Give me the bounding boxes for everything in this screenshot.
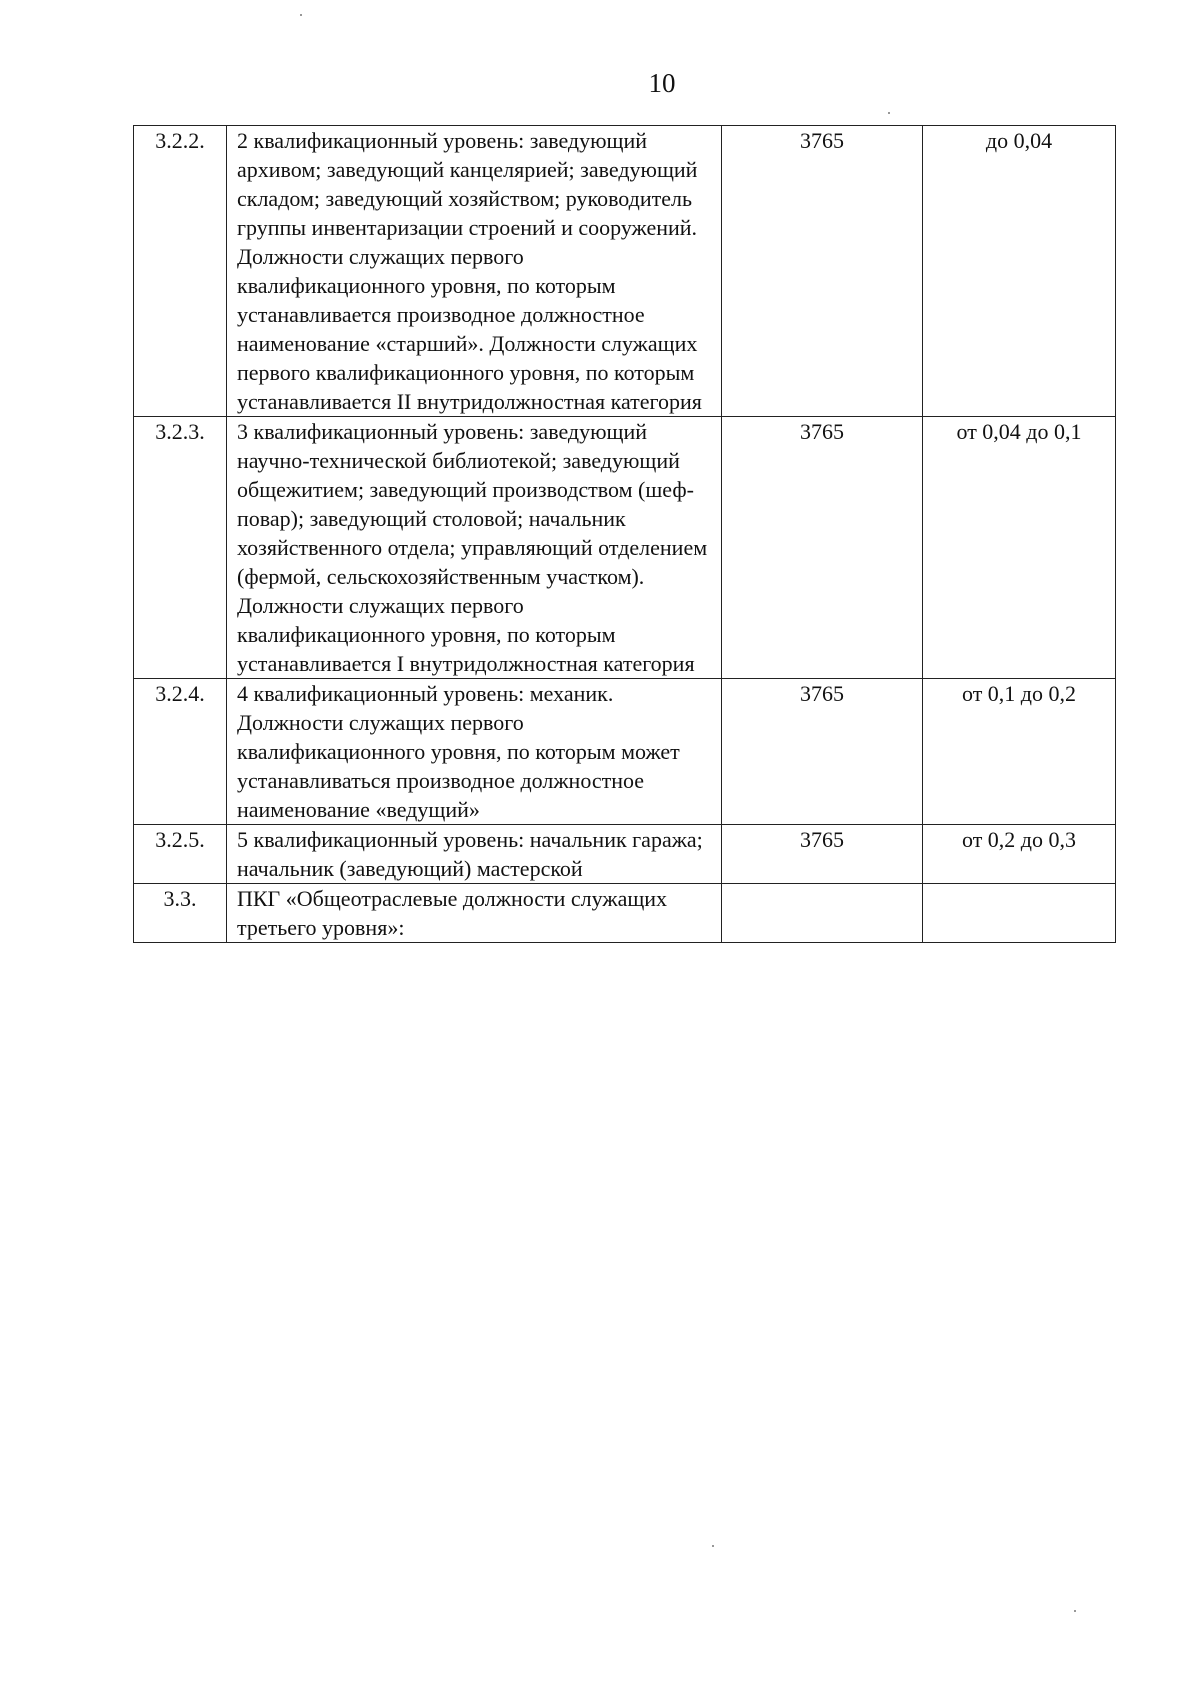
row-number: 3.2.5. [134, 825, 227, 884]
row-description: 5 квалификационный уровень: начальник гаража; начальник (заведующий) мастерской [227, 825, 722, 884]
row-base-salary: 3765 [722, 825, 923, 884]
scan-speck [712, 1545, 714, 1547]
table-row [134, 825, 1116, 884]
table-row [134, 417, 1116, 679]
salary-table [133, 125, 1116, 943]
row-coefficient [923, 884, 1116, 943]
row-description: ПКГ «Общеотраслевые должности служащих третьего уровня»: [227, 884, 722, 943]
table-row [134, 679, 1116, 825]
page-number: 10 [648, 68, 676, 98]
row-description: 4 квалификационный уровень: механик. Должности служащих первого квалификационного уровня, по которым может устанавливаться производное должностное наименование «ведущий» [227, 679, 722, 825]
row-description: 2 квалификационный уровень: заведующий архивом; заведующий канцелярией; заведующий складом; заведующий хозяйством; руководитель группы инвентаризации строений и сооружений. Должности служащих первого квалификационного уровня, по которым устанавливается производное должностное наименование «старший». Должности служащих первого квалификационного уровня, по которым устанавливается II внутридолжностная категория [227, 126, 722, 417]
row-number: 3.2.3. [134, 417, 227, 679]
row-coefficient: от 0,04 до 0,1 [923, 417, 1116, 679]
row-base-salary: 3765 [722, 679, 923, 825]
table-row [134, 884, 1116, 943]
table-row [134, 126, 1116, 417]
scan-speck [300, 14, 302, 16]
scan-speck [888, 112, 890, 114]
row-base-salary: 3765 [722, 126, 923, 417]
scan-speck [1074, 1610, 1076, 1612]
row-description: 3 квалификационный уровень: заведующий научно-технической библиотекой; заведующий общежитием; заведующий производством (шеф-повар); заведующий столовой; начальник хозяйственного отдела; управляющий отделением (фермой, сельскохозяйственным участком). Должности служащих первого квалификационного уровня, по которым устанавливается I внутридолжностная категория [227, 417, 722, 679]
row-number: 3.2.4. [134, 679, 227, 825]
row-coefficient: до 0,04 [923, 126, 1116, 417]
row-base-salary [722, 884, 923, 943]
row-coefficient: от 0,1 до 0,2 [923, 679, 1116, 825]
row-coefficient: от 0,2 до 0,3 [923, 825, 1116, 884]
row-base-salary: 3765 [722, 417, 923, 679]
row-number: 3.2.2. [134, 126, 227, 417]
row-number: 3.3. [134, 884, 227, 943]
